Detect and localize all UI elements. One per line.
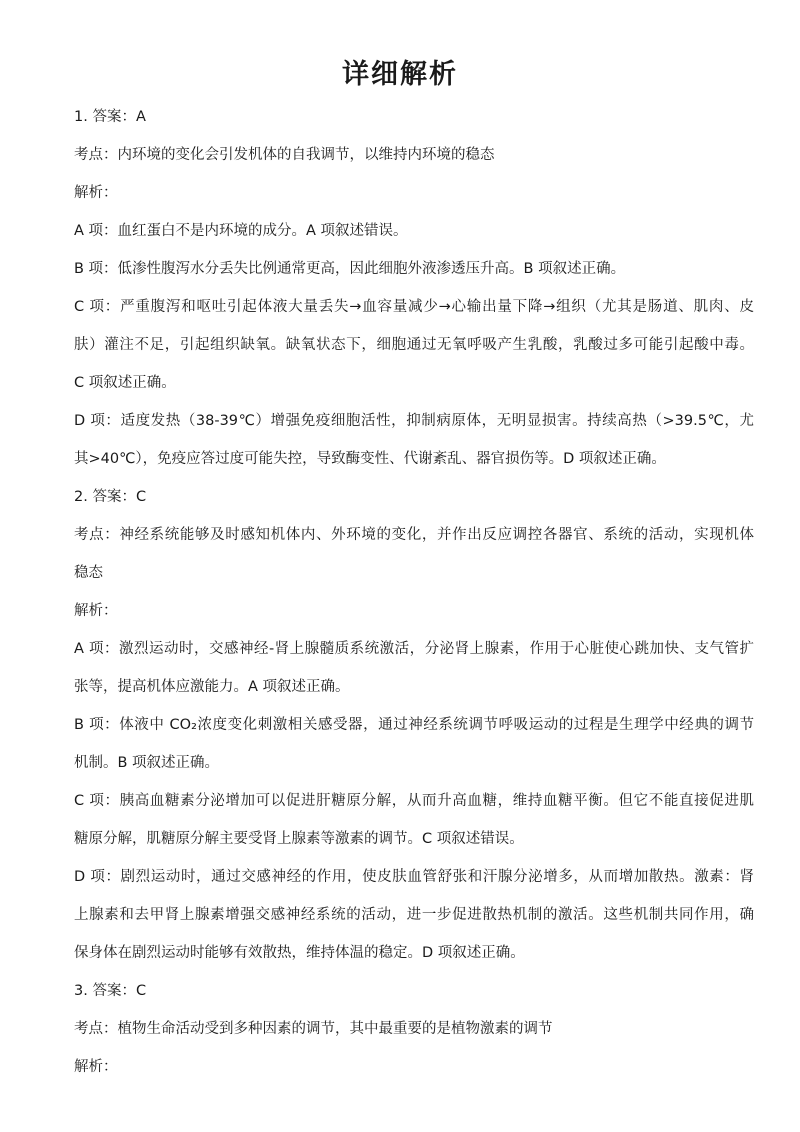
q1-option-c-line2: 肤）灌注不足，引起组织缺氧。缺氧状态下，细胞通过无氧呼吸产生乳酸，乳酸过多可能引起酸中毒。 [74, 337, 754, 353]
q1-option-b: B 项：低渗性腹泻水分丢失比例通常更高，因此细胞外液渗透压升高。B 项叙述正确。 [74, 261, 626, 277]
q2-option-b-line1: B 项：体液中 CO₂浓度变化刺激相关感受器，通过神经系统调节呼吸运动的过程是生理学中经典的调节 [74, 717, 754, 733]
q1-option-a: A 项：血红蛋白不是内环境的成分。A 项叙述错误。 [74, 223, 408, 239]
q1-jiexi-label: 解析： [74, 185, 118, 201]
q2-option-a-line1: A 项：激烈运动时，交感神经-肾上腺髓质系统激活，分泌肾上腺素，作用于心脏使心跳加快、支气管扩 [74, 641, 754, 657]
q3-answer: 3. 答案：C [74, 983, 147, 999]
q2-option-c-line2: 糖原分解，肌糖原分解主要受肾上腺素等激素的调节。C 项叙述错误。 [74, 831, 524, 847]
q2-kaodian-line1: 考点：神经系统能够及时感知机体内、外环境的变化，并作出反应调控各器官、系统的活动，实现机体 [74, 527, 754, 543]
q1-option-c-line1: C 项：严重腹泻和呕吐引起体液大量丢失→血容量减少→心输出量下降→组织（尤其是肠道、肌肉、皮 [74, 299, 754, 315]
q1-answer: 1. 答案：A [74, 109, 146, 125]
q2-option-d-line3: 保身体在剧烈运动时能够有效散热，维持体温的稳定。D 项叙述正确。 [74, 945, 525, 961]
q2-option-d-line2: 上腺素和去甲肾上腺素增强交感神经系统的活动，进一步促进散热机制的激活。这些机制共同作用，确 [74, 907, 754, 923]
q1-option-c-line3: C 项叙述正确。 [74, 375, 176, 391]
q2-kaodian-line2: 稳态 [74, 565, 103, 581]
q1-option-d-line1: D 项：适度发热（38-39℃）增强免疫细胞活性，抑制病原体，无明显损害。持续高热（>39.5℃，尤 [74, 413, 754, 429]
q2-option-d-line1: D 项：剧烈运动时，通过交感神经的作用，使皮肤血管舒张和汗腺分泌增多，从而增加散热。激素：肾 [74, 869, 754, 885]
q1-option-d-line2: 其>40℃），免疫应答过度可能失控，导致酶变性、代谢紊乱、器官损伤等。D 项叙述正确。 [74, 451, 666, 467]
q3-kaodian: 考点：植物生命活动受到多种因素的调节，其中最重要的是植物激素的调节 [74, 1021, 553, 1037]
q2-option-b-line2: 机制。B 项叙述正确。 [74, 755, 220, 771]
q2-option-c-line1: C 项：胰高血糖素分泌增加可以促进肝糖原分解，从而升高血糖，维持血糖平衡。但它不能直接促进肌 [74, 793, 754, 809]
page-title: 详细解析 [342, 59, 458, 90]
q2-option-a-line2: 张等，提高机体应激能力。A 项叙述正确。 [74, 679, 350, 695]
q1-kaodian: 考点：内环境的变化会引发机体的自我调节，以维持内环境的稳态 [74, 147, 495, 163]
q3-jiexi-label: 解析： [74, 1059, 118, 1075]
q2-jiexi-label: 解析： [74, 603, 118, 619]
q2-answer: 2. 答案：C [74, 489, 147, 505]
